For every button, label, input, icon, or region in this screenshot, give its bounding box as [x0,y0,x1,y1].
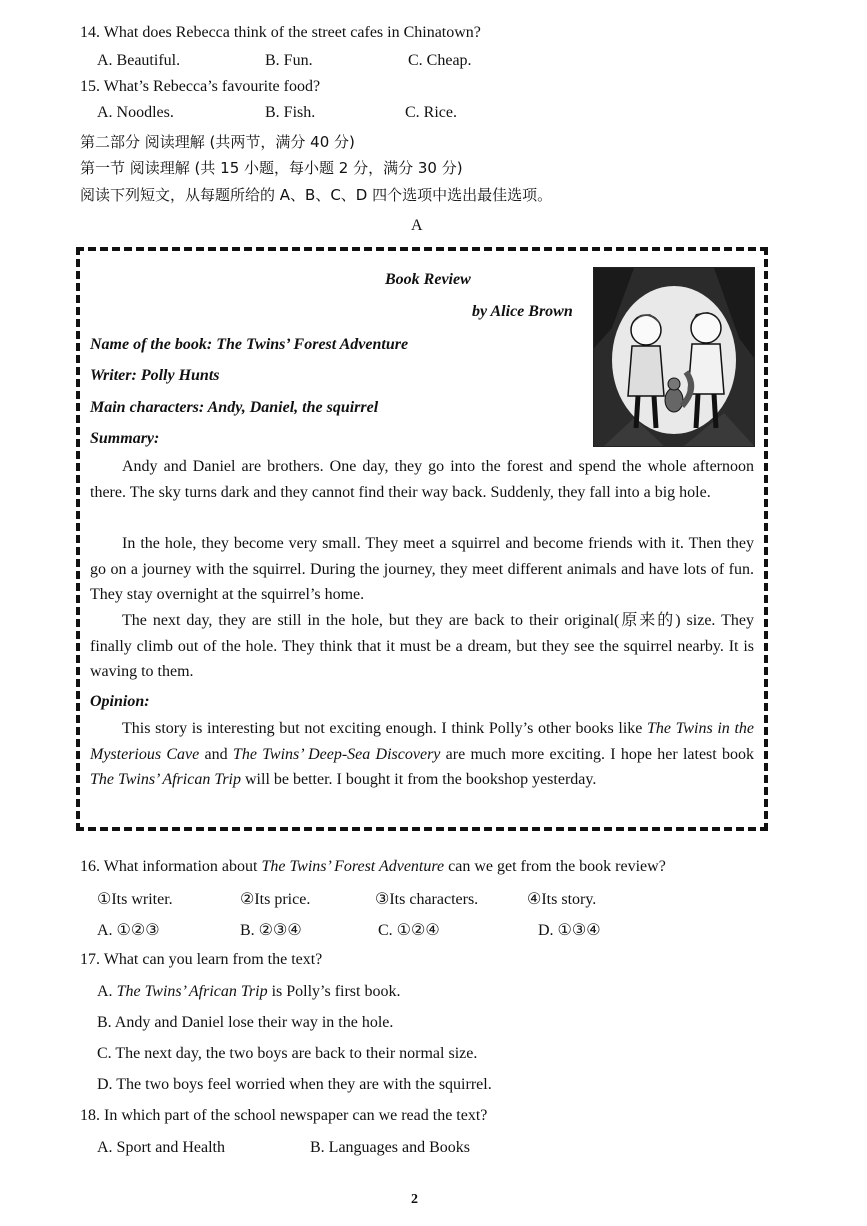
q16-option-a: A. ①②③ [97,922,160,939]
q16-item-4: ④Its story. [527,891,597,908]
q15-option-c: C. Rice. [405,104,457,121]
question-16 [80,858,666,876]
question-17: 17. What can you learn from the text? [80,951,323,968]
question-18: 18. In which part of the school newspaper can we read the text? [80,1107,488,1124]
question-15: 15. What’s Rebecca’s favourite food? [80,78,321,95]
q14-option-b: B. Fun. [265,52,313,69]
book-title-mysterious-cave: The Twins in the Mysterious Cave [90,720,755,763]
opinion-text-2: and [199,745,233,763]
q16-option-c: C. ①②④ [378,922,440,939]
opinion-paragraph [90,716,754,793]
q16-book-title: The Twins’ Forest Adventure [261,858,445,875]
q17-option-b: B. Andy and Daniel lose their way in the hole. [97,1014,394,1031]
instruction-text: 阅读下列短文，从每题所给的 A、B、C、D 四个选项中选出最佳选项。 [80,186,553,204]
q15-option-a: A. Noodles. [97,104,174,121]
summary-paragraph-1: Andy and Daniel are brothers. One day, they go into the forest and spend the whole afternoon there. The sky turns dark and they cannot find their way back. Suddenly, they fall into a big hole. [90,458,754,501]
section1-header: 第一节 阅读理解 (共 15 小题，每小题 2 分，满分 30 分) [80,159,463,177]
book-illustration [593,267,755,447]
opinion-label: Opinion: [90,693,150,710]
book-title-african-trip: The Twins’ African Trip [90,771,241,789]
page-number: 2 [411,1192,418,1207]
summary-paragraph-2: In the hole, they become very small. They meet a squirrel and become friends with it. Then they go on a journey with the squirrel. During the journey, they meet different animals and have lots of fun. They stay overnight at the squirrel’s home. [90,535,754,604]
q17-option-d: D. The two boys feel worried when they are with the squirrel. [97,1076,492,1093]
q16-stem-post: can we get from the book review? [444,858,666,875]
book-title-deep-sea: The Twins’ Deep-Sea Discovery [232,745,441,763]
q17-option-c: C. The next day, the two boys are back to their normal size. [97,1045,478,1062]
q15-option-b: B. Fish. [265,104,316,121]
review-byline: by Alice Brown [472,303,573,320]
q14-option-c: C. Cheap. [408,52,472,69]
q17-option-a-book: The Twins’ African Trip [116,983,268,1000]
q16-option-b: B. ②③④ [240,922,302,939]
q18-option-b: B. Languages and Books [310,1139,470,1156]
q16-item-2: ②Its price. [240,891,311,908]
review-title: Book Review [385,271,471,288]
q18-option-a: A. Sport and Health [97,1139,225,1156]
q16-item-3: ③Its characters. [375,891,479,908]
q17-option-a-prefix: A. [97,983,117,1000]
main-characters: Main characters: Andy, Daniel, the squirrel [90,399,379,416]
opinion-text-4: will be better. I bought it from the bookshop yesterday. [241,771,597,789]
opinion-text-1: This story is interesting but not exciting enough. I think Polly’s other books like [122,720,648,737]
summary-label: Summary: [90,430,160,447]
q16-stem-pre: 16. What information about [80,858,262,875]
q17-option-a [97,983,400,1001]
q14-option-a: A. Beautiful. [97,52,181,69]
summary-paragraph-3: The next day, they are still in the hole, but they are back to their original(原来的) size. They finally climb out of the hole. They think that it must be a dream, but they see the squirrel nearby. It is waving to them. [90,612,754,681]
part2-header: 第二部分 阅读理解 (共两节，满分 40 分) [80,133,355,151]
passage-letter: A [411,217,423,234]
book-writer: Writer: Polly Hunts [90,367,220,384]
book-name: Name of the book: The Twins’ Forest Adventure [90,336,409,353]
opinion-text-3: are much more exciting. I hope her latest book [440,745,754,763]
q16-option-d: D. ①③④ [538,922,601,939]
question-14: 14. What does Rebecca think of the street cafes in Chinatown? [80,24,481,41]
q16-item-1: ①Its writer. [97,891,173,908]
q17-option-a-suffix: is Polly’s first book. [267,983,401,1000]
